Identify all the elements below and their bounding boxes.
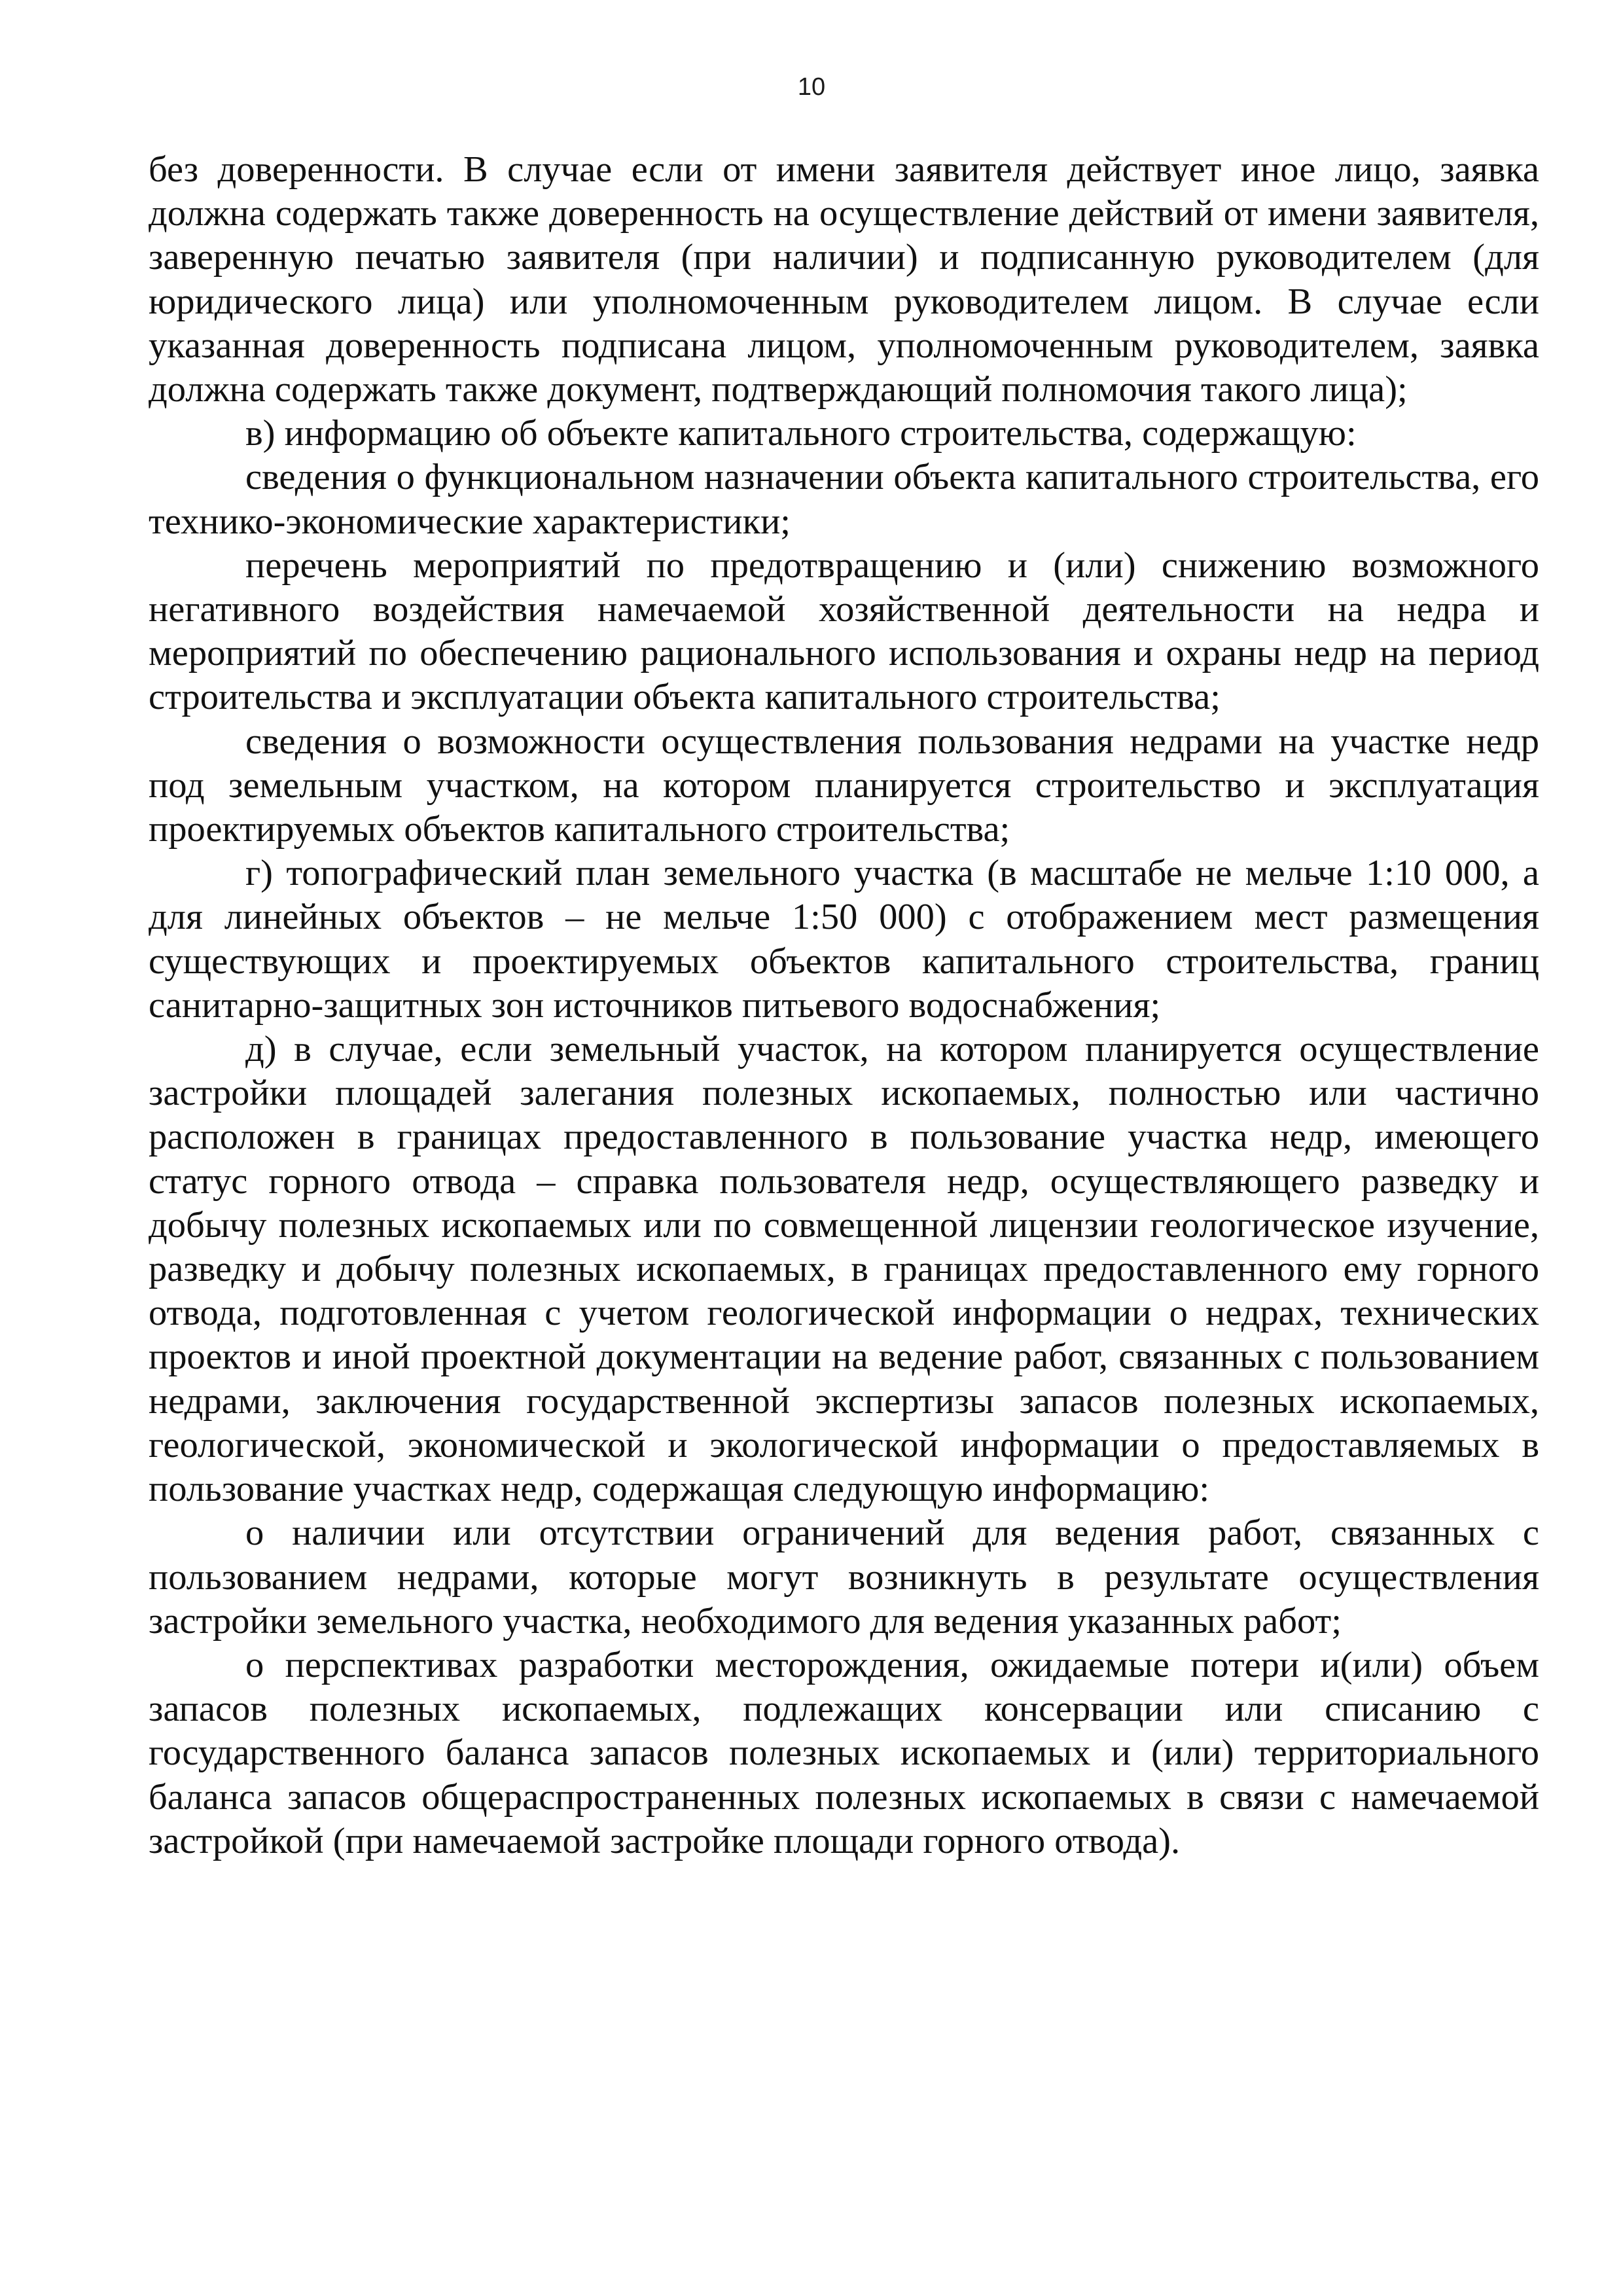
paragraph-item-d: д) в случае, если земельный участок, на котором планируется осуществление застройки площадей залегания полезных ископаемых, полностью или частично расположен в границах предоставленного в пользование участка недр, имеющего статус горного отвода – справка пользователя недр, осуществляющего разведку и добычу полезных ископаемых или по совмещенной лицензии геологическое изучение, разведку и добычу полезных ископаемых, в границах предоставленного ему горного отвода, подготовленная с учетом геологической информации о недрах, технических проектов и иной проектной документации на ведение работ, связанных с пользованием недрами, заключения государственной экспертизы запасов полезных ископаемых, геологической, экономической и экологической информации о предоставляемых в пользование участках недр, содержащая следующую информацию: xyxy=(149,1029,1539,1510)
paragraph-continuation: без доверенности. В случае если от имени заявителя действует иное лицо, заявка должна содержать также доверенность на осуществление действий от имени заявителя, заверенную печатью заявителя (при наличии) и подписанную руководителем (для юридического лица) или уполномоченным руководителем лицом. В случае если указанная доверенность подписана лицом, уполномоченным руководителем, заявка должна содержать также документ, подтверждающий полномочия такого лица); xyxy=(149,149,1539,410)
paragraph-deposit-prospects: о перспективах разработки месторождения, ожидаемые потери и(или) объем запасов полезных ископаемых, подлежащих консервации или списанию с государственного баланса запасов полезных ископаемых и (или) территориального баланса запасов общераспространенных полезных ископаемых в связи с намечаемой застройкой (при намечаемой застройке площади горного отвода). xyxy=(149,1644,1539,1861)
paragraph-item-v: в) информацию об объекте капитального строительства, содержащую: xyxy=(245,413,1357,454)
paragraph-functional-purpose: сведения о функциональном назначении объекта капитального строительства, его технико-экономические характеристики; xyxy=(149,457,1539,542)
paragraph-subsoil-use-possibility: сведения о возможности осуществления пользования недрами на участке недр под земельным участком, на котором планируется строительство и эксплуатация проектируемых объектов капитального строительства; xyxy=(149,721,1539,850)
paragraph-measures-list: перечень мероприятий по предотвращению и (или) снижению возможного негативного воздействия намечаемой хозяйственной деятельности на недра и мероприятий по обеспечению рационального использования и охраны недр на период строительства и эксплуатации объекта капитального строительства; xyxy=(149,545,1539,718)
page-number: 10 xyxy=(797,73,826,101)
document-body xyxy=(149,148,1539,1863)
paragraph-restrictions: о наличии или отсутствии ограничений для ведения работ, связанных с пользованием недрами, которые могут возникнуть в результате осуществления застройки земельного участка, необходимого для ведения указанных работ; xyxy=(149,1513,1539,1641)
paragraph-item-g: г) топографический план земельного участка (в масштабе не мельче 1:10 000, а для линейных объектов – не мельче 1:50 000) с отображением мест размещения существующих и проектируемых объектов капитального строительства, границ санитарно-защитных зон источников питьевого водоснабжения; xyxy=(149,853,1539,1026)
